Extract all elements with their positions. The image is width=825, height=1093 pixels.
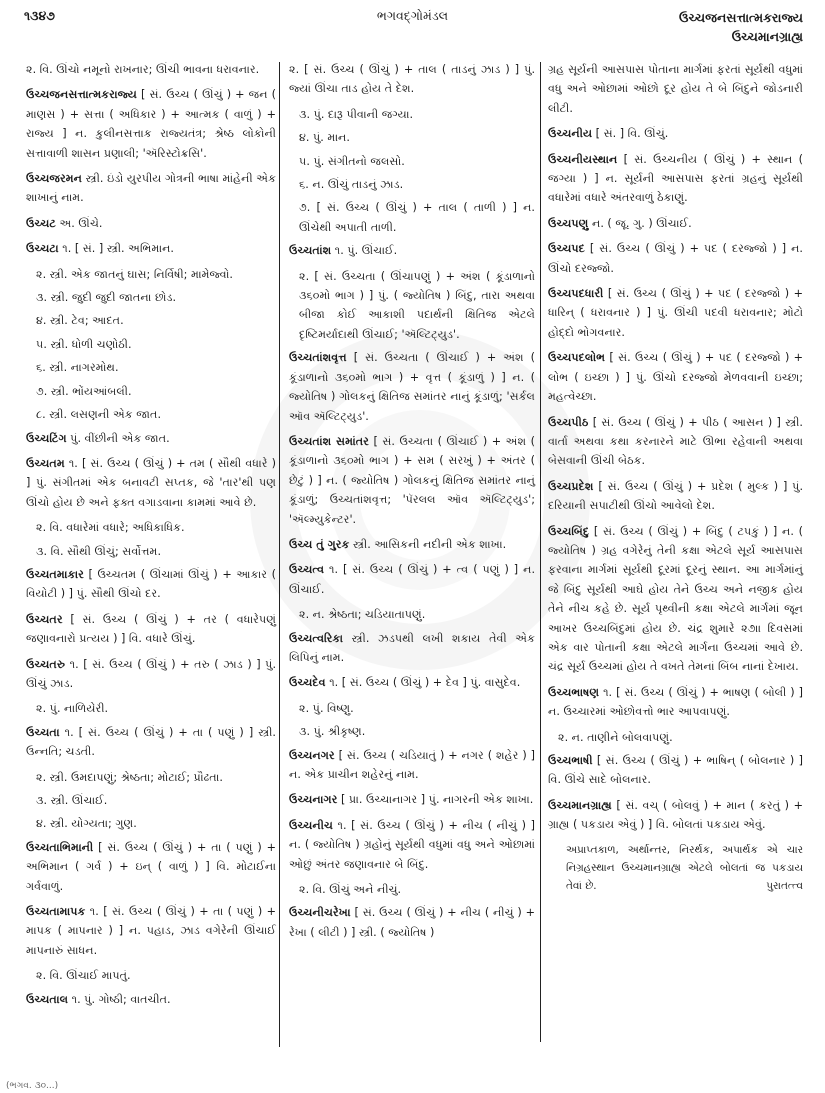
- dictionary-entry: [26, 723, 276, 762]
- headword: ઉચ્ચતામાપક: [26, 905, 86, 919]
- definition: સ્ત્રી. આસિકની નદીની એક શાખા.: [349, 537, 507, 551]
- dictionary-entry: [26, 85, 276, 163]
- definition: [ સં. ઉચ્ચ ( ઊંચું ) + બિંદુ ( ટપકું ) ] ન. ( જ્યોતિષ ) ગ્રહ વગેરેનું તેની કક્ષા એટલે સૂર્ય આસપાસ ફરવાના માર્ગમાં સૂર્યથી દૂરમાં દૂરનું સ્થાન. આ માર્ગમાંનું જે બિંદુ સૂર્યથી આઘે હોય તેને ઉચ્ચ અને નજીક હોય તેને નીચ કહે છે. સૂર્ય પૃથ્વીની કક્ષા એટલે માર્ગમાં જૂન આખર ઉચ્ચબિંદુમાં હોય છે. ચંદ્ર શુમારે ૨૭ાા દિવસમાં એક વાર પોતાની કક્ષા એટલે માર્ગના ઉચ્ચમાં આવે છે. ચંદ્ર સૂર્ય ઉચ્ચમાં હોય તે વખતે તેમનાં બિંબ નાનાં દેખાય.: [548, 524, 803, 674]
- dictionary-entry: [548, 477, 803, 516]
- headword: ઉચ્ચનીચ: [289, 818, 333, 832]
- sense-line: ૫. સ્ત્રી. ધોળી ચણોઠી.: [36, 337, 132, 351]
- headword: ઉચ્ચભાષણ: [548, 685, 600, 699]
- dictionary-entry: [289, 629, 535, 668]
- guide-words: [679, 8, 803, 46]
- definition: [ સં. ઉચ્ચ ( ઊંચું ) + ભાષિન્ ( બોલનાર ) ] વિ. ઊંચે સાદે બોલનાર.: [548, 754, 803, 787]
- headword: ઉચ્ચનાગર: [289, 793, 338, 807]
- sense-line: ૨. વિ. વધારેમાં વધારે; અધિકાધિક.: [36, 521, 185, 535]
- headword: ઉચ્ચપદ: [548, 242, 585, 256]
- sense-line: ૭. સ્ત્રી. ભોંયઆંબલી.: [36, 384, 132, 398]
- definition: [ સં. ઉચ્ચ ( ઊંચું ) + પીઠ ( આસન ) ] સ્ત્રી. વાર્તા અથવા કથા કરનારને માટે ઊભા રહેવાની અથવા બેસવાની ઊંચી બેઠક.: [548, 415, 803, 468]
- sense-line: ૨. ન. શ્રેષ્ઠતા; ચડિયાતાપણું.: [299, 608, 426, 622]
- headword: ઉચ્ચતાભિમાની: [26, 840, 94, 854]
- continued-definition: ૨. વિ. ઊંચો નમૂનો રાખનાર; ઊંચી ભાવના ધરાવનાર.: [26, 63, 260, 76]
- definition: ૧. [ સં. ઉચ્ચ ( ઊંચું ) + તા ( પણું ) + માપક ( માપનાર ) ] ન. પહાડ, ઝાડ વગેરેની ઊંચાઈ માપનારું સાધન.: [26, 905, 276, 957]
- definition: ૧. [ સં. ઉચ્ચ ( ઊંચું ) + નીચ ( નીચું ) ] ન. ( જ્યોતિષ ) ગ્રહોનું સૂર્યથી વધુમાં વધુ અને ઓછામાં ઓછું અંતર જણાવનાર બે બિંદુ.: [289, 818, 535, 871]
- headword: ઉચ્ચનીય: [548, 127, 593, 141]
- definition: ૧. પું. ઊંચાઈ.: [331, 244, 398, 258]
- dictionary-entry: [548, 683, 803, 722]
- dictionary-entry: [289, 241, 535, 260]
- page-footer: (ભગવ. ૩૦...): [6, 1081, 59, 1091]
- dictionary-entry: [548, 751, 803, 790]
- headword: ઉચ્ચતમાકાર: [26, 567, 84, 581]
- sense-line: ૪. સ્ત્રી. યોગ્યતા; ગુણ.: [36, 817, 137, 831]
- headword: ઉચ્ચપદલોભ: [548, 351, 606, 365]
- headword: ઉચ્ચતાંશ સમાંતર: [289, 434, 369, 448]
- sense-line: ૩. વિ. સૌથી ઊંચું; સર્વોત્તમ.: [36, 544, 162, 558]
- definition: ૧. [ સં. ઉચ્ચ ( ઊંચું ) + તમ ( સૌથી વધારે ) ] પું. સંગીતમાં એક બનાવટી સપ્તક, જે 'તાર'થી પણ ઊંચો હોય છે અને ફક્ત વગાડવાના કામમાં આવે છે.: [26, 456, 276, 509]
- definition: ૧. [ સં. ઉચ્ચ ( ઊંચું ) + દેવ ] પું. વાસુદેવ.: [325, 676, 521, 690]
- dictionary-entry: [26, 990, 276, 1009]
- dictionary-entry: [289, 673, 535, 692]
- dictionary-entry: [26, 610, 276, 649]
- sense-line: ૨. [ સં. ઉચ્ચતા ( ઊંચાપણું ) + અંશ ( કૂંડાળાનો ૩૬૦મો ભાગ ) ] પું. ( જ્યોતિષ ) બિંદુ, તારા અથવા બીજા કોઈ આકાશી પદાર્થની ક્ષિતિજ એટલે દૃષ્ટિમર્યાદાથી ઊંચાઈ; 'ઍલ્ટિટ્યુડ'.: [299, 269, 535, 341]
- definition: ન. ( જૂ. ગુ. ) ઊંચાઈ.: [588, 216, 692, 230]
- definition: [ સં. ઉચ્ચ ( ઊંચું ) + જન ( માણસ ) + સત્તા ( અધિકાર ) + આત્મક ( વાળું ) + રાજ્ય ] ન. કુલીનસત્તાક રાજ્યતંત્ર; શ્રેષ્ઠ લોકોની સત્તાવાળી શાસન પ્રણાલી; 'ઍરિસ્ટોક્રસિ'.: [26, 88, 276, 160]
- definition: પું. વીંછીની એક જાત.: [66, 431, 170, 445]
- dictionary-entry: [26, 214, 276, 233]
- definition: [ સં. ] વિ. ઊંચું.: [592, 127, 669, 141]
- continued-definition: ૨. [ સં. ઉચ્ચ ( ઊંચું ) + તાલ ( તાડનું ઝાડ ) ] પું. જ્યાં ઊંચા તાડ હોય તે દેશ.: [289, 63, 535, 96]
- running-title: ભગવદ્ગોમંડલ: [376, 8, 449, 23]
- headword: ઉચ્ચપદધારી: [548, 287, 604, 301]
- sense-line: ૨. સ્ત્રી. એક જાતનું ઘાસ; નિર્વિષી; મામેજ્વો.: [36, 267, 233, 281]
- dictionary-entry: [289, 348, 535, 426]
- headword: ઉચ્ચતર: [26, 612, 63, 626]
- dictionary-entry: [26, 902, 276, 960]
- headword: ઉચ્ચતાંશવૃત્ત: [289, 351, 347, 365]
- definition: [ સં. ઉચ્ચ ( ઊંચું ) + પદ ( દરજ્જો ) ] ન. ઊંચો દરજ્જો.: [548, 242, 803, 275]
- dictionary-entry: [548, 796, 803, 835]
- dictionary-entry: [289, 746, 535, 785]
- dictionary-entry: [26, 454, 276, 512]
- column-1: [26, 60, 276, 1015]
- definition: [ ઉચ્ચતમ ( ઊંચામાં ઊંચું ) + આકાર ( વિયોટી ) ] પું. સૌથી ઊંચો દર.: [26, 567, 276, 601]
- quote-text: અપ્રાપ્તકાળ, અર્થાન્તર, નિરર્થક, અપાર્થક એ ચાર નિગ્રહસ્થાન ઉચ્ચમાનગ્રાહ્ય એટલે બોલતાં જ પકડાય તેવાં છે.: [566, 843, 803, 892]
- sense-line: ૮. સ્ત્રી. લસણની એક જાત.: [36, 408, 162, 422]
- dictionary-entry: [548, 348, 803, 406]
- definition: [ સં. ઉચ્ચ ( ઊંચું ) + પ્રદેશ ( મુલ્ક ) ] પું. દરિયાની સપાટીથી ઊંચો આવેલો દેશ.: [548, 479, 803, 513]
- usage-quote: [548, 841, 803, 895]
- definition: ૧. [ સં. ] સ્ત્રી. અભિમાન.: [58, 242, 174, 256]
- dictionary-entry: [548, 150, 803, 208]
- column-divider: [540, 62, 541, 1042]
- sense-line: ૨. પું. વિષ્ણુ.: [299, 701, 354, 715]
- sense-line: ૩. સ્ત્રી. જુદી જુદી જાતના છોડ.: [36, 291, 177, 305]
- sense-line: ૨. પું. નાળિયેરી.: [36, 702, 109, 716]
- headword: ઉચ્ચતમ: [26, 456, 65, 470]
- headword: ઉચ્ચનગર: [289, 748, 335, 762]
- headword: ઉચ્ચપણુ: [548, 216, 589, 230]
- sense-line: ૬. ન. ઊંચું તાડનું ઝાડ.: [299, 178, 404, 192]
- dictionary-entry: [289, 535, 535, 554]
- dictionary-columns: [0, 60, 825, 1050]
- sense-line: ૨. ન. તાણીને બોલવાપણું.: [558, 730, 673, 744]
- dictionary-entry: [26, 239, 276, 258]
- definition: [ સં. ઉચ્ચતા ( ઊંચાઈ ) + અંશ ( કૂંડાળાનો ૩૬૦મો ભાગ ) + સમ ( સરખું ) + અંતર ( છેટું ) ] ન. ( જ્યોતિષ ) ગોલકનું ક્ષિતિજ સમાંતર નાનું કૂંડાળું; ઉચ્ચતાંશવૃત્ત; 'પૅરલલ ઑવ ઍલ્ટિટ્યુડ'; 'ઍલ્મ્યુકેન્ટર'.: [289, 434, 535, 526]
- headword: ઉચ્ચતા: [26, 725, 60, 739]
- sense-line: ૩. પું. શ્રીકૃષ્ણ.: [299, 725, 366, 739]
- definition: [ સં. ઉચ્ચનીય ( ઊંચું ) + સ્થાન ( જગ્યા ) ] ન. સૂર્યની આસપાસ ફરતાં ગ્રહનું સૂર્યથી વધારેમાં વધારે અંતરવાળું ઠેકાણું.: [548, 152, 803, 205]
- headword: ઉચ્ચનીયસ્થાન: [548, 152, 618, 166]
- dictionary-entry: [289, 432, 535, 529]
- dictionary-entry: [548, 239, 803, 278]
- sense-line: ૬. સ્ત્રી. નાગરમોથ.: [36, 361, 119, 375]
- headword: ઉચ્ચભાષી: [548, 754, 593, 767]
- headword: ઉચ્ચ તું ગુરક: [289, 537, 350, 551]
- headword: ઉચ્ચપ્રદેશ: [548, 479, 594, 493]
- definition: ૧. [ સં. ઉચ્ચ ( ઊંચું ) + ભાષણ ( બોલી ) ] ન. ઉચ્ચારમાં ઓછોવત્તો ભાર આપવાપણું.: [548, 685, 803, 719]
- sense-line: ૨. વિ. ઊંચાઈ માપતું.: [36, 969, 131, 983]
- headword: ઉચ્ચતાંશ: [289, 244, 332, 258]
- dictionary-entry: [548, 214, 803, 233]
- headword: ઉચ્ચબિંદુ: [548, 524, 590, 538]
- sense-line: ૭. [ સં. ઉચ્ચ ( ઊંચું ) + તાલ ( તાળી ) ] ન. ઊંચેથી અપાતી તાળી.: [299, 201, 535, 234]
- sense-line: ૨. સ્ત્રી. ઉમદાપણું; શ્રેષ્ઠતા; મોટાઈ; પ્રૌઢતા.: [36, 770, 223, 784]
- dictionary-entry: [289, 816, 535, 874]
- definition: ૧. [ સં. ઉચ્ચ ( ઊંચું ) + ત્વ ( પણું ) ] ન. ઊંચાઈ.: [289, 563, 535, 596]
- headword: ઉચ્ચપીઠ: [548, 415, 589, 429]
- dictionary-entry: [548, 124, 803, 143]
- dictionary-entry: [548, 413, 803, 471]
- sense-line: ૪. પું. માન.: [299, 131, 350, 145]
- column-2: [289, 60, 535, 948]
- dictionary-entry: [548, 284, 803, 342]
- dictionary-entry: [26, 565, 276, 604]
- page-header: [0, 0, 825, 60]
- headword: ઉચ્ચટિંગ: [26, 431, 67, 445]
- definition: ૧. પું. ગોષ્ઠી; વાતચીત.: [68, 992, 171, 1006]
- headword: ઉચ્ચત્વરિકા: [289, 631, 344, 645]
- column-divider: [279, 62, 280, 1047]
- headword: ઉચ્ચનીચરેખા: [289, 906, 351, 920]
- guide-word-last: ઉચ્ચમાનગ્રાહ્ય: [731, 29, 803, 44]
- guide-word-first: ઉચ્ચજનસત્તાત્મકરાજ્ય: [679, 10, 803, 25]
- definition: ૧. [ સં. ઉચ્ચ ( ઊંચું ) + તા ( પણું ) ] સ્ત્રી. ઉન્નતિ; ચડતી.: [26, 725, 276, 759]
- dictionary-entry: [548, 522, 803, 677]
- definition: [ સં. વચ્ ( બોલવું ) + માન ( કરતું ) + ગ્રાહ્ય ( પકડાય એવું ) ] વિ. બોલતાં પકડાય એવું.: [548, 798, 803, 832]
- headword: ઉચ્ચટ: [26, 216, 56, 230]
- headword: ઉચ્ચત્વ: [289, 563, 325, 577]
- definition: [ સં. ઉચ્ચ ( ઊંચું ) + નીચ ( નીચું ) + રેખા ( લીટી ) ] સ્ત્રી. ( જ્યોતિષ ): [289, 906, 535, 939]
- sense-line: ૩. સ્ત્રી. ઊંચાઈ.: [36, 794, 108, 807]
- dictionary-entry: [289, 560, 535, 599]
- definition: [ પ્રા. ઉચ્ચાનાગર ] પું. નાગરની એક શાખા.: [337, 793, 534, 807]
- headword: ઉચ્ચજનસત્તાત્મકરાજ્ય: [26, 88, 137, 102]
- definition: [ સં. ઉચ્ચ ( ઊંચું ) + તા ( પણું ) + અભિમાન ( ગર્વ ) + ઇન્ ( વાળું ) ] વિ. મોટાઈના ગર્વવાળું.: [26, 840, 276, 893]
- sense-line: ૫. પું. સંગીતનો જલસો.: [299, 154, 405, 168]
- dictionary-entry: [26, 429, 276, 448]
- headword: ઉચ્ચટા: [26, 242, 59, 256]
- sense-line: ૨. વિ. ઊંચું અને નીચું.: [299, 883, 402, 897]
- headword: ઉચ્ચજરમન: [26, 172, 83, 186]
- definition: અ. ઊંચે.: [55, 216, 103, 230]
- headword: ઉચ્ચમાનગ્રાહ્ય: [548, 798, 612, 812]
- dictionary-entry: [26, 169, 276, 208]
- sense-line: ૪. સ્ત્રી. ટેવ; આદત.: [36, 314, 124, 328]
- definition: [ સં. ઉચ્ચ ( ઊંચું ) + તર ( વધારેપણું જણાવનારો પ્રત્યય ) ] વિ. વધારે ઊંચું.: [26, 612, 276, 646]
- quote-source: પુરાતત્ત્વ: [766, 879, 803, 892]
- definition: [ સં. ઉચ્ચ ( ઊંચું ) + પદ ( દરજ્જો ) + ધારિન્ ( ધરાવનાર ) ] પું. ઊંચી પદવી ધરાવનાર; મોટો હોદ્દો ભોગવનાર.: [548, 287, 803, 339]
- sense-line: ૩. પું. દારૂ પીવાની જગ્યા.: [299, 107, 414, 121]
- column-3: [548, 60, 803, 899]
- definition: [ સં. ઉચ્ચતા ( ઊંચાઈ ) + અંશ ( કૂંડાળાનો ૩૬૦મો ભાગ ) + વૃત્ત ( કૂંડાળું ) ] ન. ( જ્યોતિષ ) ગોલકનું ક્ષિતિજ સમાંતર નાનું કૂંડાળું; 'સર્કલ ઑવ ઍલ્ટિટ્યુડ'.: [289, 351, 535, 423]
- definition: સ્ત્રી. ઝડપથી લખી શકાય તેવી એક લિપિનું નામ.: [289, 631, 535, 664]
- continued-definition: ગ્રહ સૂર્યની આસપાસ પોતાના માર્ગમાં ફરતાં સૂર્યથી વધુમાં વધુ અને ઓછામાં ઓછો દૂર હોય તે બે બિંદુને જોડનારી લીટી.: [548, 63, 803, 115]
- definition: [ સં. ઉચ્ચ ( ઊંચું ) + પદ ( દરજ્જો ) + લોભ ( ઇચ્છા ) ] પું. ઊંચો દરજ્જો મેળવવાની ઇચ્છા; મહત્વેચ્છા.: [548, 351, 803, 404]
- headword: ઉચ્ચતરુ: [26, 657, 66, 671]
- definition: સ્ત્રી. ઇંડો યુરપીય ગોત્રની ભાષા માંહેની એક શાખાનું નામ.: [26, 172, 276, 205]
- dictionary-entry: [26, 838, 276, 896]
- dictionary-entry: [26, 655, 276, 694]
- definition: [ સં. ઉચ્ચ ( ચડિયાતું ) + નગર ( શહેર ) ] ન. એક પ્રાચીન શહેરનું નામ.: [289, 748, 535, 781]
- definition: ૧. [ સં. ઉચ્ચ ( ઊંચું ) + તરુ ( ઝાડ ) ] પું. ઊંચું ઝાડ.: [26, 657, 276, 690]
- dictionary-entry: [289, 903, 535, 942]
- dictionary-entry: [289, 790, 535, 809]
- headword: ઉચ્ચતાલ: [26, 992, 69, 1006]
- page-number: ૧૩૪૭: [24, 8, 55, 23]
- headword: ઉચ્ચદેવ: [289, 676, 326, 690]
